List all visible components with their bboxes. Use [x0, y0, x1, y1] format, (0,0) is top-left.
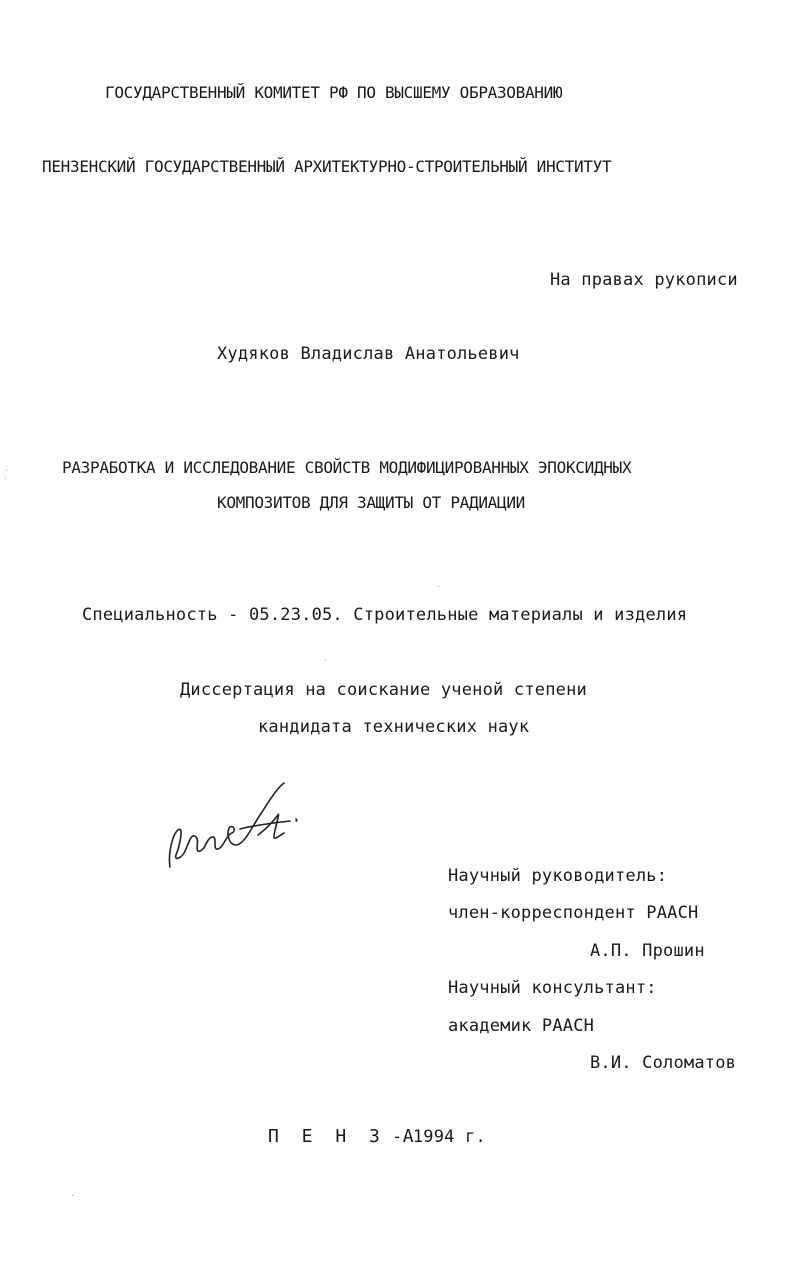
scan-speck: [5, 478, 6, 479]
consultant-name: В.И. Соломатов: [590, 1053, 737, 1073]
year: - 1994 г.: [392, 1127, 486, 1147]
degree-line-1: Диссертация на соискание ученой степени: [180, 680, 587, 700]
author-name: Худяков Владислав Анатольевич: [217, 344, 520, 364]
committee-heading: ГОСУДАРСТВЕННЫЙ КОМИТЕТ РФ ПО ВЫСШЕМУ ОБРАЗОВАНИЮ: [105, 83, 563, 102]
signature-mark: [160, 775, 310, 875]
scan-speck: [6, 470, 7, 471]
scan-speck: [438, 586, 439, 587]
advisor-title: член-корреспондент РААСН: [448, 903, 699, 923]
city-name: П Е Н З А: [268, 1126, 420, 1147]
thesis-title-line-2: КОМПОЗИТОВ ДЛЯ ЗАЩИТЫ ОТ РАДИАЦИИ: [217, 493, 525, 512]
scan-speck: [325, 659, 326, 660]
institute-heading: ПЕНЗЕНСКИЙ ГОСУДАРСТВЕННЫЙ АРХИТЕКТУРНО-СТРОИТЕЛЬНЫЙ ИНСТИТУТ: [42, 157, 612, 176]
consultant-title: академик РААСН: [448, 1016, 595, 1036]
advisor-label: Научный руководитель:: [448, 866, 668, 886]
scan-speck: [72, 1195, 73, 1196]
manuscript-note: На правах рукописи: [550, 270, 738, 290]
consultant-label: Научный консультант:: [448, 978, 657, 998]
advisor-name: А.П. Прошин: [590, 941, 705, 961]
thesis-title-line-1: РАЗРАБОТКА И ИССЛЕДОВАНИЕ СВОЙСТВ МОДИФИЦИРОВАННЫХ ЭПОКСИДНЫХ: [62, 458, 632, 477]
specialty-line: Специальность - 05.23.05. Строительные материалы и изделия: [82, 605, 688, 625]
degree-line-2: кандидата технических наук: [258, 717, 530, 737]
